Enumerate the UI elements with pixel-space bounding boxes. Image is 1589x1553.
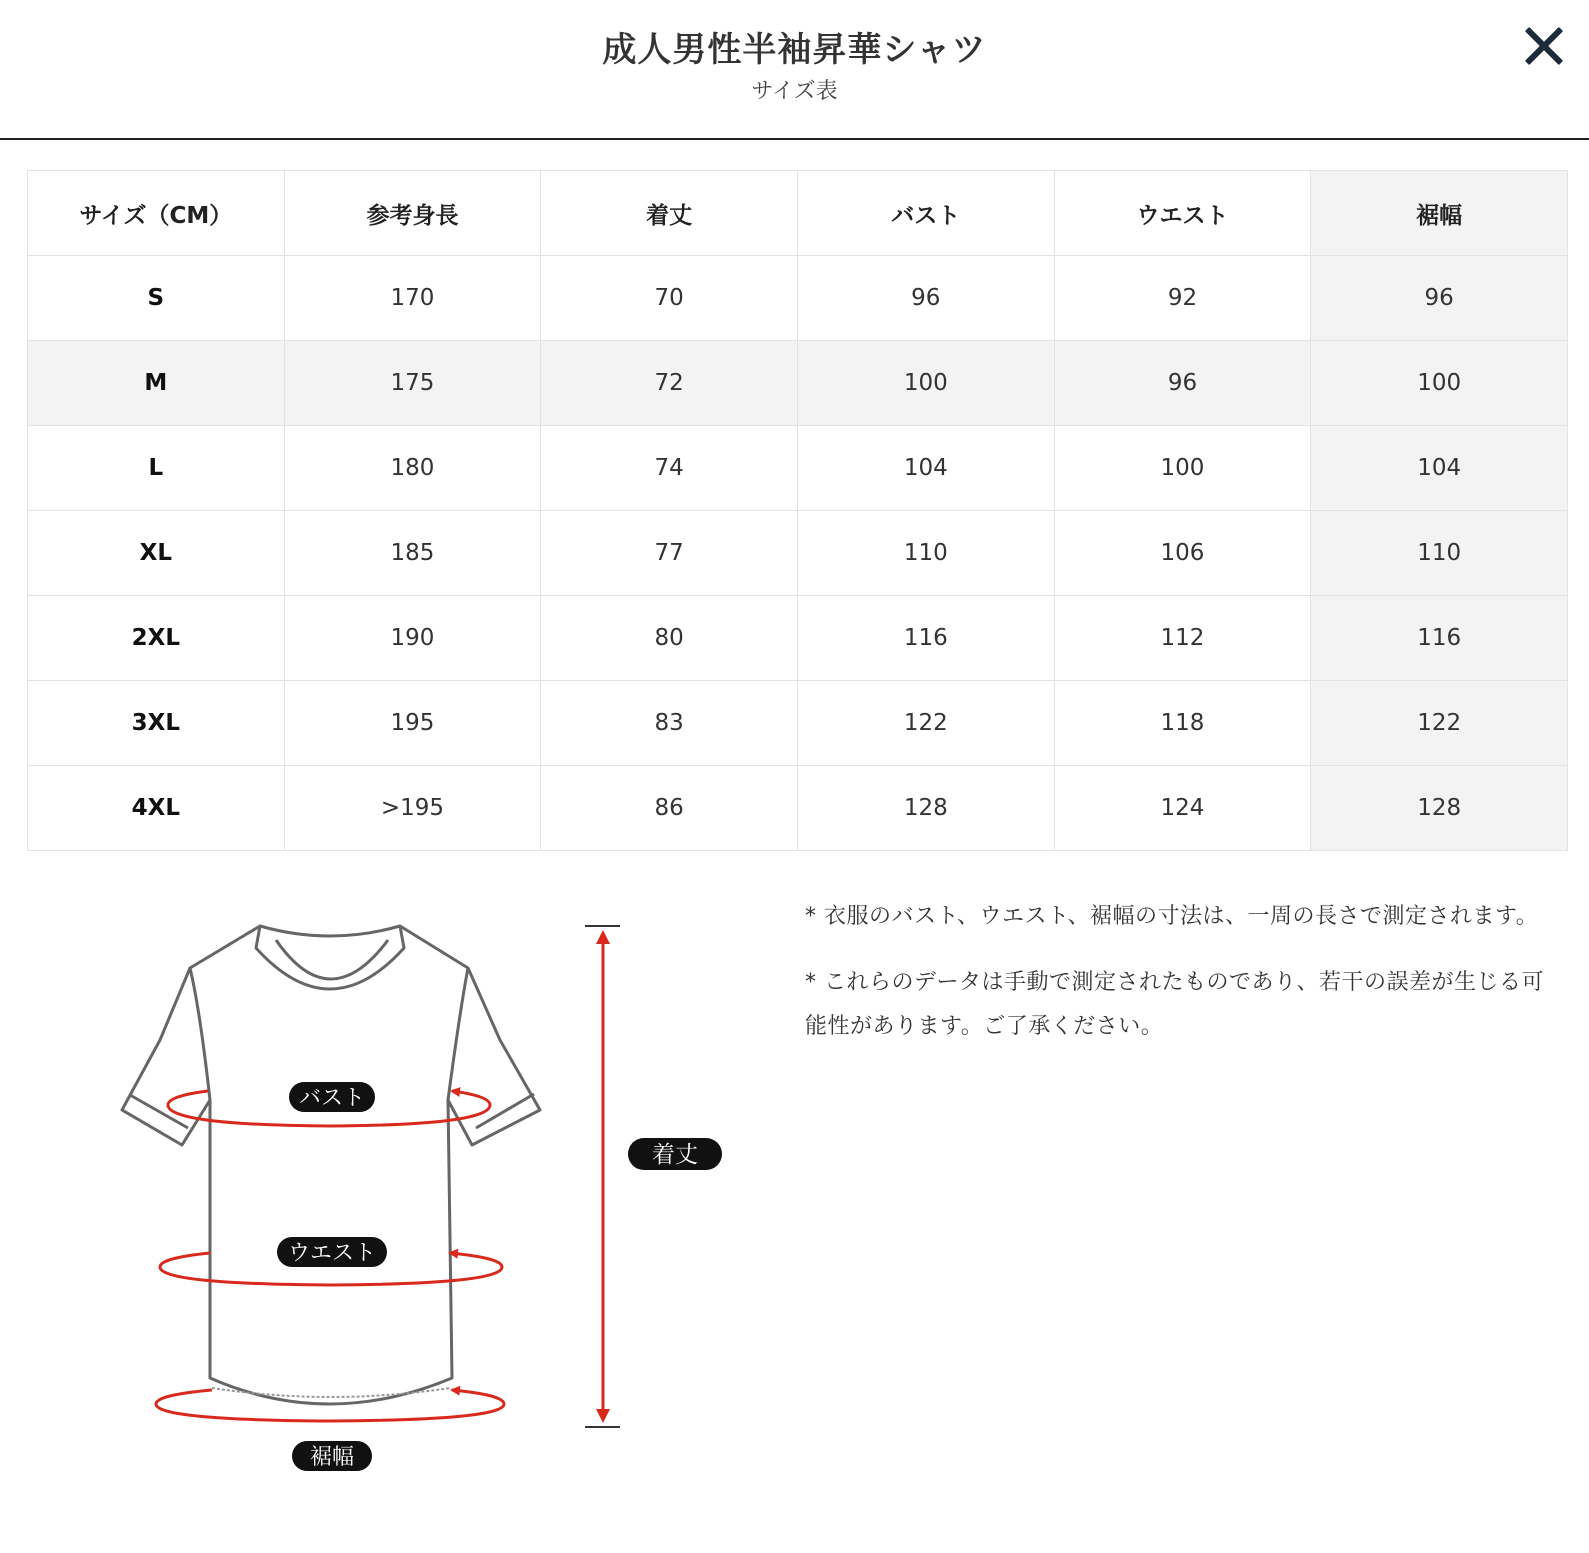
table-cell: 118 xyxy=(1054,681,1311,766)
table-cell: 3XL xyxy=(28,681,285,766)
table-cell: 190 xyxy=(284,596,541,681)
table-cell: 77 xyxy=(541,511,798,596)
label-bust-text: バスト xyxy=(298,1086,366,1111)
table-cell: 122 xyxy=(1311,681,1568,766)
modal-header xyxy=(0,0,1589,140)
table-cell: 100 xyxy=(1054,426,1311,511)
note-disclaimer: * これらのデータは手動で測定されたものであり、若干の誤差が生じる可能性があります。ご了承ください。 xyxy=(805,970,1544,1039)
length-indicator xyxy=(585,926,620,1427)
table-cell: L xyxy=(28,426,285,511)
table-cell: 96 xyxy=(1311,256,1568,341)
table-row xyxy=(28,766,1568,851)
label-length xyxy=(628,1138,722,1170)
table-row xyxy=(28,426,1568,511)
label-bust xyxy=(289,1082,375,1112)
table-cell: 122 xyxy=(797,681,1054,766)
tshirt-measurement-diagram xyxy=(100,900,760,1500)
label-hem-text: 裾幅 xyxy=(309,1445,355,1470)
column-header-height: 参考身長 xyxy=(284,171,541,256)
table-cell: 185 xyxy=(284,511,541,596)
table-cell: 110 xyxy=(797,511,1054,596)
table-cell: 116 xyxy=(797,596,1054,681)
table-cell: 180 xyxy=(284,426,541,511)
label-waist-text: ウエスト xyxy=(287,1241,377,1266)
column-header-length: 着丈 xyxy=(541,171,798,256)
table-cell: 116 xyxy=(1311,596,1568,681)
table-cell: 195 xyxy=(284,681,541,766)
page-subtitle: サイズ表 xyxy=(751,79,838,104)
tshirt-outline xyxy=(122,926,540,1404)
label-length-text: 着丈 xyxy=(652,1142,698,1168)
table-cell: S xyxy=(28,256,285,341)
table-cell: 124 xyxy=(1054,766,1311,851)
table-cell: 2XL xyxy=(28,596,285,681)
table-row xyxy=(28,596,1568,681)
label-hem xyxy=(292,1441,372,1471)
table-cell: 170 xyxy=(284,256,541,341)
table-cell: 128 xyxy=(797,766,1054,851)
table-cell: 112 xyxy=(1054,596,1311,681)
table-cell: 83 xyxy=(541,681,798,766)
table-cell: 96 xyxy=(1054,341,1311,426)
table-cell: 92 xyxy=(1054,256,1311,341)
page-title: 成人男性半袖昇華シャツ xyxy=(602,30,987,70)
label-waist xyxy=(277,1237,387,1267)
notes xyxy=(805,895,1565,1071)
table-cell: 128 xyxy=(1311,766,1568,851)
table-cell: 106 xyxy=(1054,511,1311,596)
table-cell: 110 xyxy=(1311,511,1568,596)
table-cell: XL xyxy=(28,511,285,596)
column-header-size: サイズ（CM） xyxy=(28,171,285,256)
table-row xyxy=(28,681,1568,766)
close-icon[interactable] xyxy=(1522,24,1566,68)
table-cell: 4XL xyxy=(28,766,285,851)
table-cell: 96 xyxy=(797,256,1054,341)
table-cell: 70 xyxy=(541,256,798,341)
table-cell: 74 xyxy=(541,426,798,511)
table-cell: 100 xyxy=(797,341,1054,426)
table-cell: 80 xyxy=(541,596,798,681)
note-measurement: * 衣服のバスト、ウエスト、裾幅の寸法は、一周の長さで測定されます。 xyxy=(805,904,1539,929)
table-cell: 100 xyxy=(1311,341,1568,426)
column-header-hem: 裾幅 xyxy=(1311,171,1568,256)
table-cell: 175 xyxy=(284,341,541,426)
table-cell: M xyxy=(28,341,285,426)
table-cell: 104 xyxy=(797,426,1054,511)
table-header-row xyxy=(28,171,1568,256)
table-row xyxy=(28,511,1568,596)
table-cell: >195 xyxy=(284,766,541,851)
column-header-waist: ウエスト xyxy=(1054,171,1311,256)
hem-stitch xyxy=(212,1388,450,1397)
table-cell: 72 xyxy=(541,341,798,426)
size-table xyxy=(27,170,1568,851)
table-cell: 104 xyxy=(1311,426,1568,511)
table-row xyxy=(28,256,1568,341)
column-header-bust: バスト xyxy=(797,171,1054,256)
table-cell: 86 xyxy=(541,766,798,851)
table-row xyxy=(28,341,1568,426)
